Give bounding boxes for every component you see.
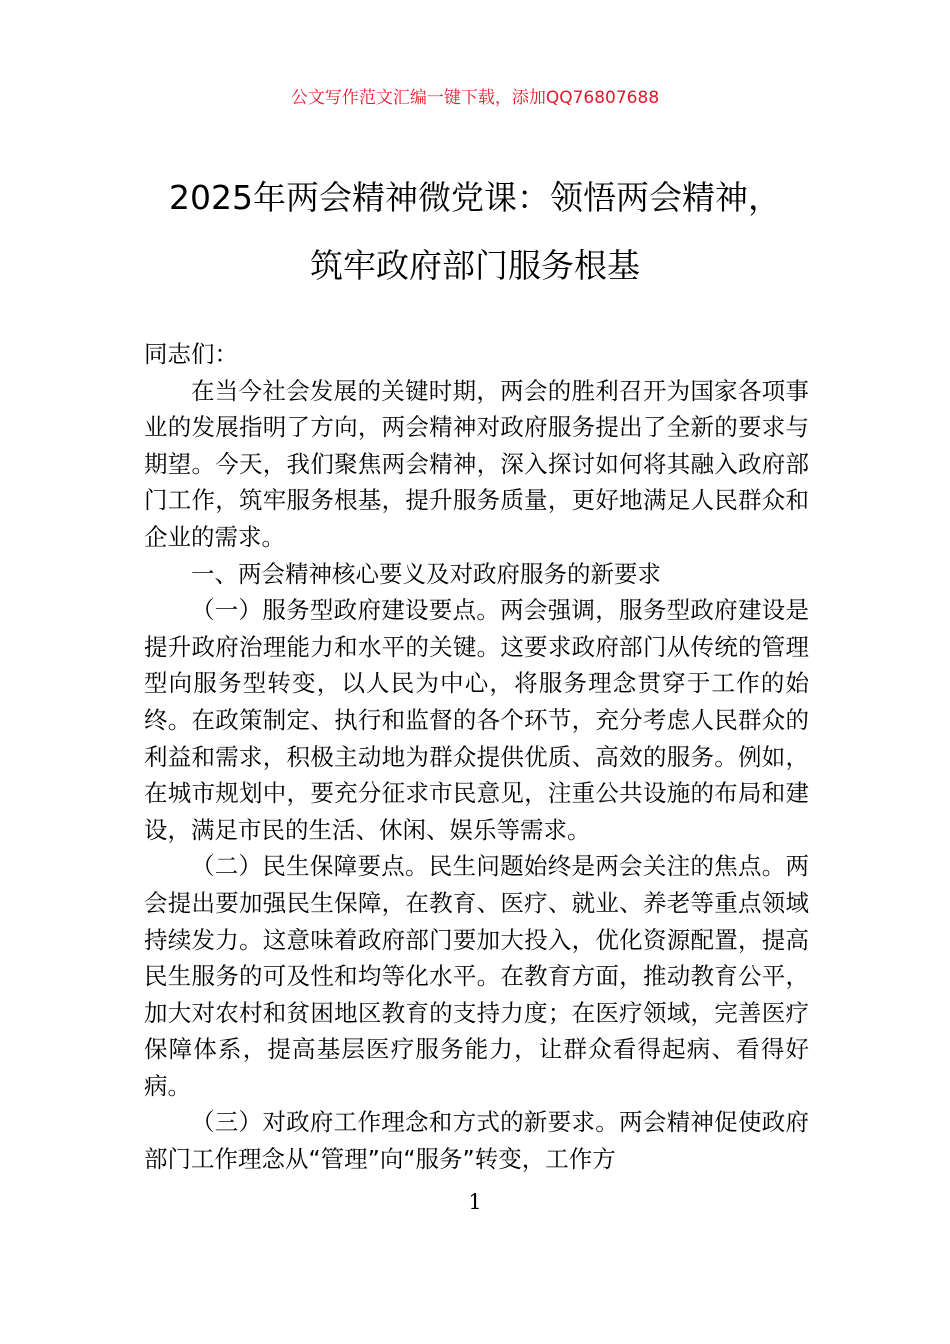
subsection-paragraph-1: （一）服务型政府建设要点。两会强调，服务型政府建设是提升政府治理能力和水平的关键。这要求政府部门从传统的管理型向服务型转变，以人民为中心，将服务理念贯穿于工作的始终。在政策制定、执行和监督的各个环节，充分考虑人民群众的利益和需求，积极主动地为群众提供优质、高效的服务。例如，在城市规划中，要充分征求市民意见，注重公共设施的布局和建设，满足市民的生活、休闲、娱乐等需求。 [144, 596, 809, 844]
page-number: 1 [468, 1190, 482, 1214]
document-title-line-1: 2025年两会精神微党课：领悟两会精神， [169, 178, 781, 217]
salutation: 同志们： [144, 340, 238, 368]
intro-paragraph: 在当今社会发展的关键时期，两会的胜利召开为国家各项事业的发展指明了方向，两会精神对政府服务提出了全新的要求与期望。今天，我们聚焦两会精神，深入探讨如何将其融入政府部门工作，筑牢服务根基，提升服务质量，更好地满足人民群众和企业的需求。 [144, 376, 809, 551]
download-promo-banner[interactable]: 公文写作范文汇编一键下载，添加QQ76807688 [290, 88, 660, 108]
subsection-paragraph-3: （三）对政府工作理念和方式的新要求。两会精神促使政府部门工作理念从“管理”向“服务”转变，工作方 [144, 1108, 809, 1174]
document-title-line-2: 筑牢政府部门服务根基 [310, 246, 640, 285]
document-body [144, 336, 809, 1178]
section-heading-1: 一、两会精神核心要义及对政府服务的新要求 [191, 559, 661, 588]
subsection-paragraph-2: （二）民生保障要点。民生问题始终是两会关注的焦点。两会提出要加强民生保障，在教育、医疗、就业、养老等重点领域持续发力。这意味着政府部门要加大投入，优化资源配置，提高民生服务的可及性和均等化水平。在教育方面，推动教育公平，加大对农村和贫困地区教育的支持力度；在医疗领域，完善医疗保障体系，提高基层医疗服务能力，让群众看得起病、看得好病。 [144, 852, 809, 1100]
